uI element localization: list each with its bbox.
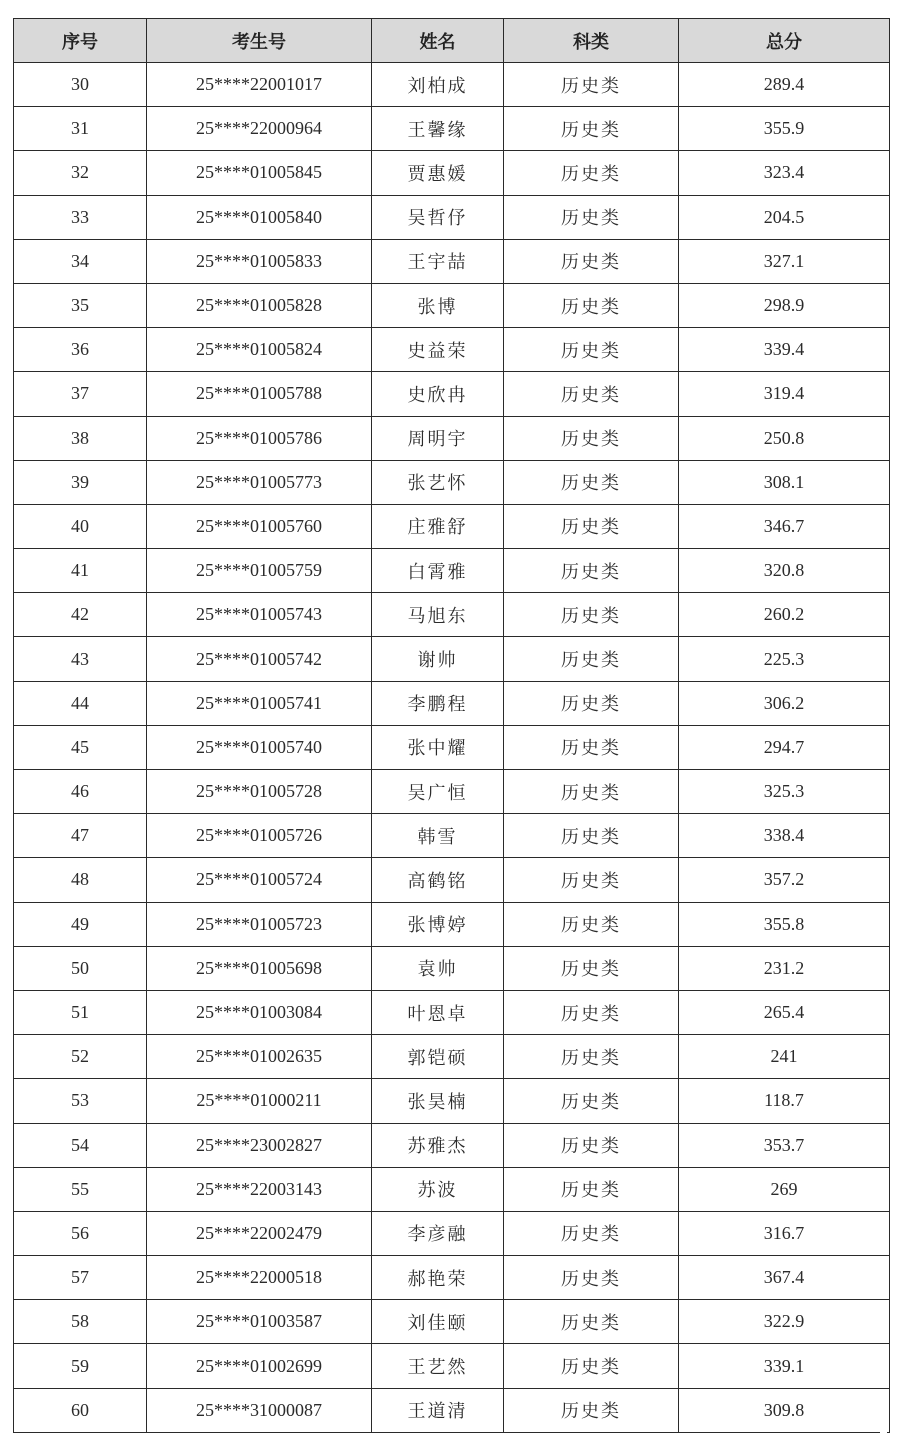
cell-category: 历史类	[504, 1211, 679, 1255]
cell-name: 张中耀	[372, 725, 504, 769]
table-row	[14, 195, 890, 239]
cell-total-score: 346.7	[679, 504, 890, 548]
cell-total-score: 353.7	[679, 1123, 890, 1167]
cell-category: 历史类	[504, 549, 679, 593]
cell-seq: 57	[14, 1256, 147, 1300]
cell-category: 历史类	[504, 593, 679, 637]
table-row	[14, 858, 890, 902]
table-row	[14, 239, 890, 283]
cell-category: 历史类	[504, 858, 679, 902]
cell-total-score: 327.1	[679, 239, 890, 283]
cell-seq: 43	[14, 637, 147, 681]
cell-category: 历史类	[504, 637, 679, 681]
cell-category: 历史类	[504, 151, 679, 195]
table-row	[14, 593, 890, 637]
cell-exam-id: 25****22001017	[147, 63, 372, 107]
header-total-score: 总分	[679, 19, 890, 63]
cell-name: 史益荣	[372, 328, 504, 372]
cell-category: 历史类	[504, 504, 679, 548]
cell-name: 张博婷	[372, 902, 504, 946]
cell-name: 高鹤铭	[372, 858, 504, 902]
cell-exam-id: 25****01005698	[147, 946, 372, 990]
table-row	[14, 990, 890, 1034]
cell-total-score: 338.4	[679, 814, 890, 858]
cell-seq: 50	[14, 946, 147, 990]
cell-seq: 30	[14, 63, 147, 107]
cell-name: 谢帅	[372, 637, 504, 681]
cell-category: 历史类	[504, 1388, 679, 1432]
cell-exam-id: 25****01003587	[147, 1300, 372, 1344]
header-row	[14, 19, 890, 63]
cell-seq: 55	[14, 1167, 147, 1211]
table-row	[14, 460, 890, 504]
cell-seq: 39	[14, 460, 147, 504]
table-row	[14, 283, 890, 327]
cell-name: 贾惠媛	[372, 151, 504, 195]
cell-name: 刘柏成	[372, 63, 504, 107]
cell-exam-id: 25****01005728	[147, 770, 372, 814]
cell-category: 历史类	[504, 1256, 679, 1300]
cell-category: 历史类	[504, 1300, 679, 1344]
cell-total-score: 250.8	[679, 416, 890, 460]
cell-seq: 32	[14, 151, 147, 195]
table-row	[14, 637, 890, 681]
watermark	[880, 1428, 887, 1439]
cell-total-score: 225.3	[679, 637, 890, 681]
cell-name: 王馨缘	[372, 107, 504, 151]
score-table	[13, 18, 890, 1433]
cell-exam-id: 25****22000518	[147, 1256, 372, 1300]
cell-name: 袁帅	[372, 946, 504, 990]
table-row	[14, 946, 890, 990]
cell-category: 历史类	[504, 946, 679, 990]
cell-seq: 37	[14, 372, 147, 416]
table-row	[14, 1167, 890, 1211]
cell-category: 历史类	[504, 372, 679, 416]
table-row	[14, 416, 890, 460]
cell-total-score: 339.1	[679, 1344, 890, 1388]
table-row	[14, 681, 890, 725]
cell-name: 张博	[372, 283, 504, 327]
cell-category: 历史类	[504, 1167, 679, 1211]
cell-exam-id: 25****01002699	[147, 1344, 372, 1388]
cell-exam-id: 25****01005824	[147, 328, 372, 372]
cell-seq: 34	[14, 239, 147, 283]
header-category: 科类	[504, 19, 679, 63]
cell-seq: 33	[14, 195, 147, 239]
table-row	[14, 151, 890, 195]
cell-name: 白霄雅	[372, 549, 504, 593]
cell-category: 历史类	[504, 990, 679, 1034]
table-body	[14, 63, 890, 1433]
cell-total-score: 241	[679, 1035, 890, 1079]
cell-exam-id: 25****22000964	[147, 107, 372, 151]
cell-category: 历史类	[504, 63, 679, 107]
cell-category: 历史类	[504, 1035, 679, 1079]
cell-seq: 56	[14, 1211, 147, 1255]
table-row	[14, 1211, 890, 1255]
cell-total-score: 339.4	[679, 328, 890, 372]
cell-seq: 51	[14, 990, 147, 1034]
cell-seq: 48	[14, 858, 147, 902]
cell-exam-id: 25****23002827	[147, 1123, 372, 1167]
cell-seq: 40	[14, 504, 147, 548]
cell-total-score: 323.4	[679, 151, 890, 195]
score-list-sheet	[13, 18, 889, 1433]
table-row	[14, 549, 890, 593]
cell-seq: 46	[14, 770, 147, 814]
cell-total-score: 319.4	[679, 372, 890, 416]
cell-exam-id: 25****01005759	[147, 549, 372, 593]
table-row	[14, 1388, 890, 1432]
cell-category: 历史类	[504, 681, 679, 725]
header-exam-id: 考生号	[147, 19, 372, 63]
table-row	[14, 1256, 890, 1300]
cell-category: 历史类	[504, 416, 679, 460]
cell-total-score: 322.9	[679, 1300, 890, 1344]
cell-seq: 35	[14, 283, 147, 327]
cell-exam-id: 25****01005726	[147, 814, 372, 858]
cell-total-score: 355.8	[679, 902, 890, 946]
table-row	[14, 814, 890, 858]
cell-exam-id: 25****01005788	[147, 372, 372, 416]
cell-name: 张昊楠	[372, 1079, 504, 1123]
cell-total-score: 118.7	[679, 1079, 890, 1123]
cell-category: 历史类	[504, 328, 679, 372]
cell-name: 王宇喆	[372, 239, 504, 283]
cell-exam-id: 25****01005724	[147, 858, 372, 902]
cell-name: 庄雅舒	[372, 504, 504, 548]
cell-exam-id: 25****01000211	[147, 1079, 372, 1123]
cell-name: 苏波	[372, 1167, 504, 1211]
cell-total-score: 231.2	[679, 946, 890, 990]
cell-category: 历史类	[504, 1344, 679, 1388]
cell-exam-id: 25****01005773	[147, 460, 372, 504]
table-row	[14, 1035, 890, 1079]
table-row	[14, 1079, 890, 1123]
cell-exam-id: 25****01005760	[147, 504, 372, 548]
cell-seq: 31	[14, 107, 147, 151]
table-header	[14, 19, 890, 63]
header-name: 姓名	[372, 19, 504, 63]
cell-name: 马旭东	[372, 593, 504, 637]
cell-seq: 44	[14, 681, 147, 725]
cell-exam-id: 25****01005743	[147, 593, 372, 637]
header-seq: 序号	[14, 19, 147, 63]
cell-seq: 52	[14, 1035, 147, 1079]
table-row	[14, 770, 890, 814]
cell-category: 历史类	[504, 1123, 679, 1167]
cell-seq: 53	[14, 1079, 147, 1123]
cell-category: 历史类	[504, 814, 679, 858]
cell-seq: 45	[14, 725, 147, 769]
cell-name: 李彦融	[372, 1211, 504, 1255]
cell-exam-id: 25****01005833	[147, 239, 372, 283]
cell-exam-id: 25****01005741	[147, 681, 372, 725]
table-row	[14, 1123, 890, 1167]
cell-exam-id: 25****01005828	[147, 283, 372, 327]
cell-seq: 38	[14, 416, 147, 460]
cell-name: 吴哲伃	[372, 195, 504, 239]
cell-name: 韩雪	[372, 814, 504, 858]
cell-total-score: 294.7	[679, 725, 890, 769]
cell-total-score: 204.5	[679, 195, 890, 239]
cell-category: 历史类	[504, 283, 679, 327]
cell-category: 历史类	[504, 239, 679, 283]
cell-exam-id: 25****01005845	[147, 151, 372, 195]
table-row	[14, 1300, 890, 1344]
cell-exam-id: 25****22003143	[147, 1167, 372, 1211]
cell-name: 周明宇	[372, 416, 504, 460]
cell-name: 吴广恒	[372, 770, 504, 814]
cell-name: 张艺怀	[372, 460, 504, 504]
table-row	[14, 107, 890, 151]
cell-seq: 49	[14, 902, 147, 946]
cell-exam-id: 25****01005742	[147, 637, 372, 681]
cell-exam-id: 25****01002635	[147, 1035, 372, 1079]
cell-seq: 42	[14, 593, 147, 637]
cell-total-score: 367.4	[679, 1256, 890, 1300]
cell-total-score: 298.9	[679, 283, 890, 327]
table-row	[14, 372, 890, 416]
cell-exam-id: 25****01005840	[147, 195, 372, 239]
cell-total-score: 355.9	[679, 107, 890, 151]
cell-name: 郝艳荣	[372, 1256, 504, 1300]
table-row	[14, 902, 890, 946]
cell-total-score: 325.3	[679, 770, 890, 814]
cell-name: 王道清	[372, 1388, 504, 1432]
cell-exam-id: 25****01005723	[147, 902, 372, 946]
cell-total-score: 316.7	[679, 1211, 890, 1255]
table-row	[14, 504, 890, 548]
cell-name: 王艺然	[372, 1344, 504, 1388]
cell-total-score: 289.4	[679, 63, 890, 107]
cell-name: 郭铠硕	[372, 1035, 504, 1079]
cell-exam-id: 25****01005740	[147, 725, 372, 769]
cell-total-score: 269	[679, 1167, 890, 1211]
cell-seq: 54	[14, 1123, 147, 1167]
cell-exam-id: 25****01003084	[147, 990, 372, 1034]
cell-category: 历史类	[504, 770, 679, 814]
table-row	[14, 63, 890, 107]
cell-seq: 60	[14, 1388, 147, 1432]
cell-seq: 41	[14, 549, 147, 593]
cell-seq: 47	[14, 814, 147, 858]
cell-total-score: 320.8	[679, 549, 890, 593]
table-row	[14, 1344, 890, 1388]
cell-seq: 59	[14, 1344, 147, 1388]
cell-category: 历史类	[504, 460, 679, 504]
cell-total-score: 260.2	[679, 593, 890, 637]
cell-exam-id: 25****22002479	[147, 1211, 372, 1255]
cell-exam-id: 25****01005786	[147, 416, 372, 460]
cell-total-score: 308.1	[679, 460, 890, 504]
table-row	[14, 328, 890, 372]
cell-total-score: 306.2	[679, 681, 890, 725]
cell-category: 历史类	[504, 195, 679, 239]
cell-seq: 36	[14, 328, 147, 372]
cell-total-score: 357.2	[679, 858, 890, 902]
cell-name: 苏雅杰	[372, 1123, 504, 1167]
cell-name: 史欣冉	[372, 372, 504, 416]
cell-name: 李鹏程	[372, 681, 504, 725]
cell-category: 历史类	[504, 107, 679, 151]
cell-name: 叶恩卓	[372, 990, 504, 1034]
cell-name: 刘佳颐	[372, 1300, 504, 1344]
cell-seq: 58	[14, 1300, 147, 1344]
cell-total-score: 265.4	[679, 990, 890, 1034]
cell-category: 历史类	[504, 902, 679, 946]
cell-category: 历史类	[504, 1079, 679, 1123]
cell-category: 历史类	[504, 725, 679, 769]
cell-total-score: 309.8	[679, 1388, 890, 1432]
cell-exam-id: 25****31000087	[147, 1388, 372, 1432]
table-row	[14, 725, 890, 769]
